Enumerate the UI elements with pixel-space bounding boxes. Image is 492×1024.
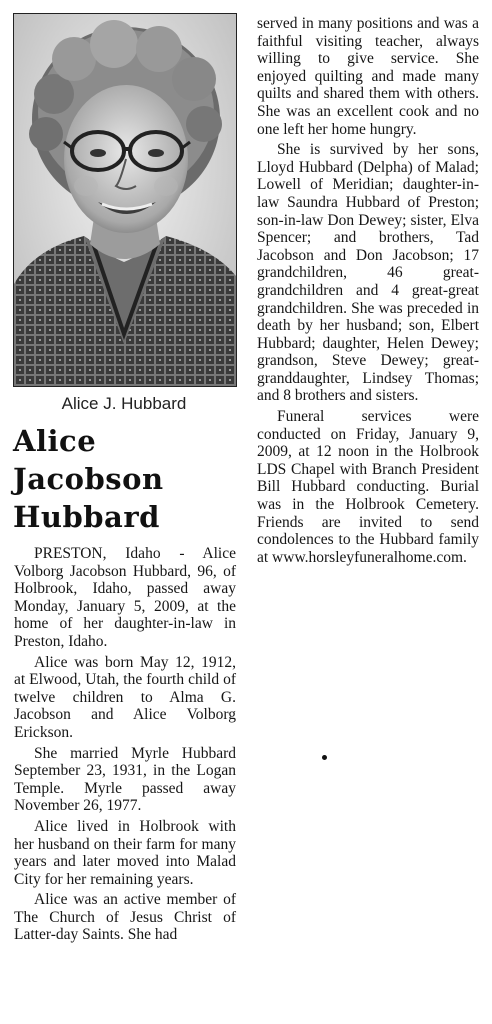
obituary-paragraph: Alice was born May 12, 1912, at Elwood, Utah, the fourth child of twelve children to Alma G. Jacobson and Alice Volborg Erickson. [14, 653, 236, 741]
obituary-paragraph: Funeral services were conducted on Friday, January 9, 2009, at 12 noon in the Holbrook LDS Chapel with Branch President Bill Hubbard conducting. Burial was in the Holbrook Cemetery. Friends are invited to send condolences to the Hubbard family at www.horsleyfuneralhome.com. [257, 408, 479, 566]
headline-line: Jacobson [13, 462, 164, 496]
obituary-paragraph: PRESTON, Idaho - Alice Volborg Jacobson Hubbard, 96, of Holbrook, Idaho, passed away Monday, January 5, 2009, at the home of her daughter-in-law in Preston, Idaho. [14, 545, 236, 650]
obituary-paragraph: She is survived by her sons, Lloyd Hubbard (Delpha) of Malad; Lowell of Meridian; daughter-in-law Saundra Hubbard of Preston; son-in-law Don Dewey; sister, Elva Spencer; and brothers, Tad Jacobson and Don Jacobson; 17 grandchildren, 46 great-grandchildren and 4 great-great grandchildren. She was preceded in death by her husband; son, Elbert Hubbard; daughter, Helen Dewey; grandson, Steve Dewey; great-granddaughter, Lindsey Thomas; and 8 brothers and sisters. [257, 141, 479, 405]
portrait-photo [13, 13, 237, 387]
obituary-paragraph: Alice lived in Holbrook with her husband on their farm for many years and later moved into Malad City for her remaining years. [14, 817, 236, 888]
obituary-headline [13, 422, 235, 536]
obituary-paragraph: She married Myrle Hubbard September 23, 1931, in the Logan Temple. Myrle passed away November 26, 1977. [14, 744, 236, 815]
headline-line: Hubbard [13, 500, 160, 534]
left-text-column [14, 545, 236, 947]
right-text-column [257, 15, 479, 569]
end-mark-dot [322, 755, 327, 760]
obituary-paragraph: served in many positions and was a faithful visiting teacher, always willing to give service. She enjoyed quilting and made many quilts and shared them with others. She was an excellent cook and no one left her home hungry. [257, 15, 479, 138]
headline-line: Alice [13, 424, 97, 458]
portrait-photo-image [14, 14, 236, 386]
photo-caption: Alice J. Hubbard [61, 394, 187, 413]
obituary-paragraph: Alice was an active member of The Church of Jesus Christ of Latter-day Saints. She had [14, 891, 236, 944]
